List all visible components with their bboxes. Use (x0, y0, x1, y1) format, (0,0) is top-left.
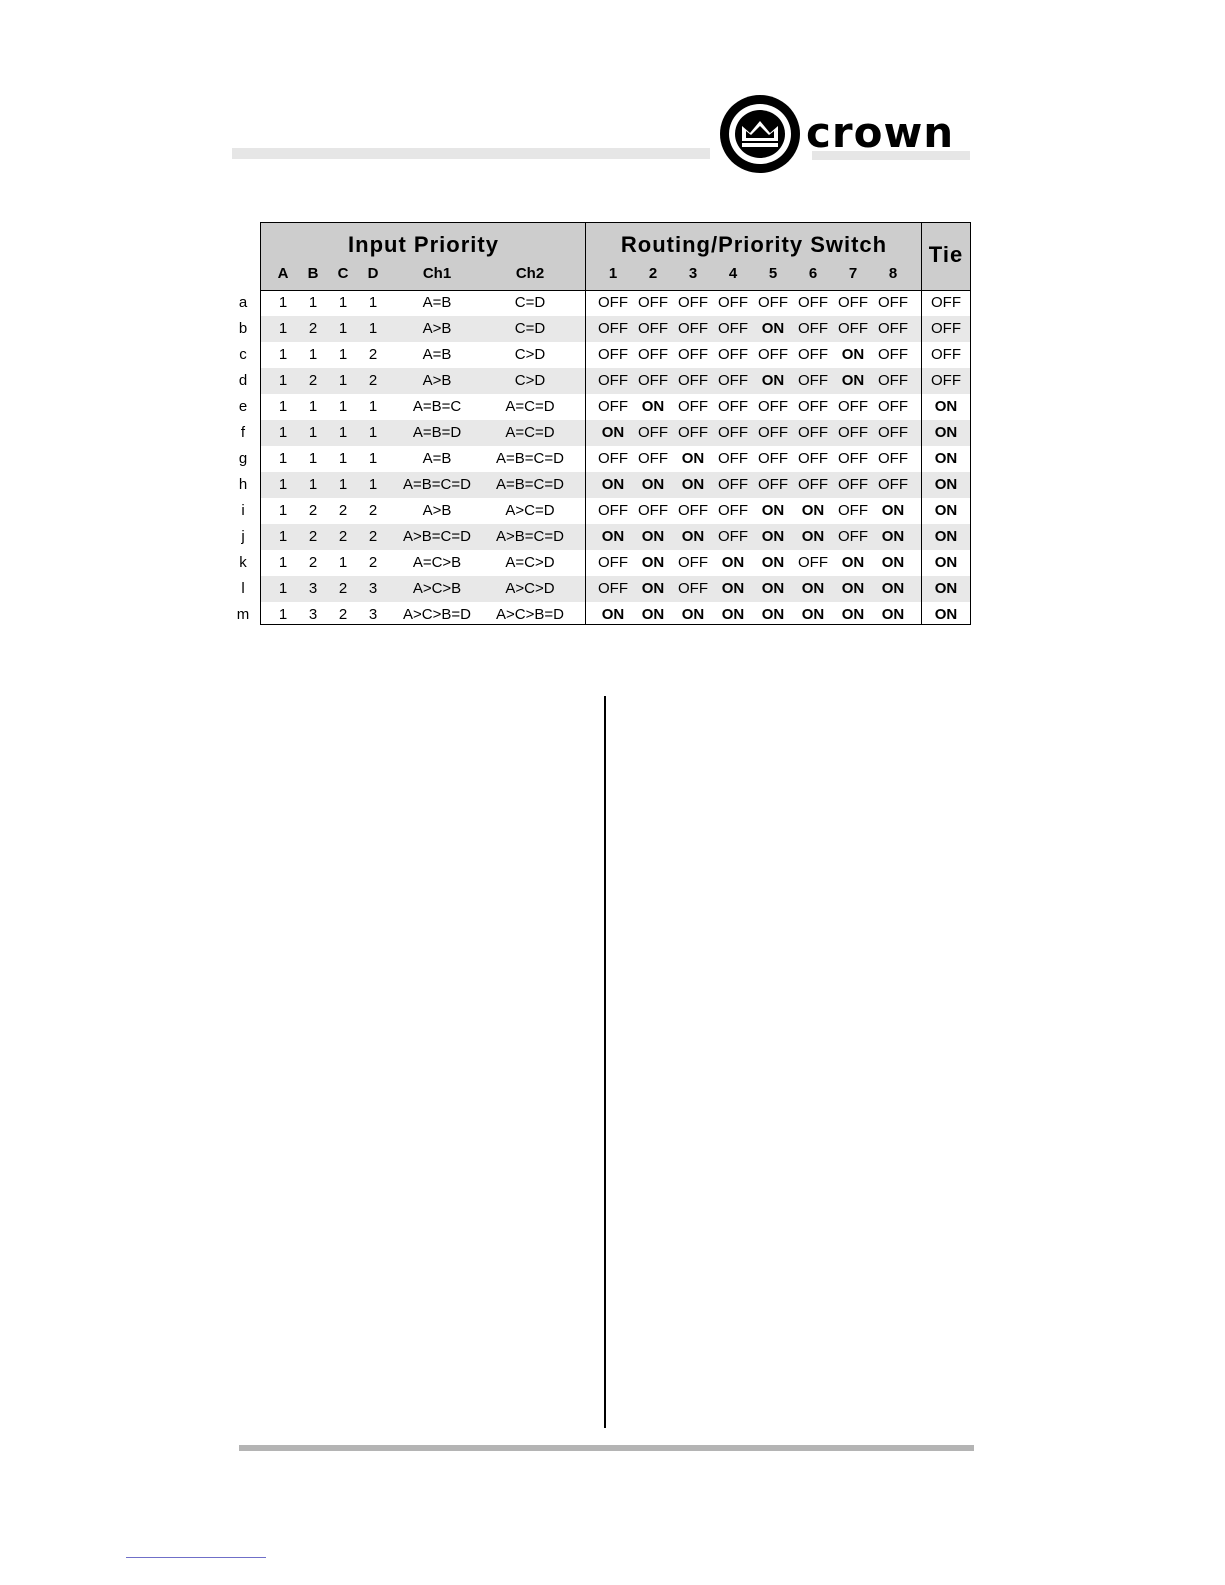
bottom-link-underline (126, 1557, 266, 1558)
priority-cell: 2 (368, 554, 378, 571)
switch-cell: ON (641, 476, 665, 493)
switch-cell: OFF (798, 346, 828, 363)
switch-cell: OFF (598, 450, 628, 467)
priority-cell: 1 (308, 346, 318, 363)
priority-cell: 2 (368, 502, 378, 519)
ch1-cell: A>B (422, 320, 452, 337)
ch1-cell: A=B=D (412, 424, 462, 441)
switch-cell: ON (681, 606, 705, 623)
priority-cell: 1 (368, 476, 378, 493)
priority-cell: 1 (338, 450, 348, 467)
ch1-cell: A=B=C=D (403, 476, 471, 493)
switch-cell: OFF (758, 450, 788, 467)
priority-cell: 1 (368, 424, 378, 441)
switch-cell: OFF (838, 502, 868, 519)
priority-cell: 1 (338, 320, 348, 337)
col-header-switch-8: 8 (888, 265, 898, 282)
switch-cell: OFF (598, 502, 628, 519)
switch-cell: OFF (638, 320, 668, 337)
priority-cell: 2 (338, 528, 348, 545)
ch2-cell: A=C>D (505, 554, 555, 571)
priority-cell: 2 (308, 554, 318, 571)
switch-cell: OFF (878, 346, 908, 363)
switch-cell: ON (761, 528, 785, 545)
switch-cell: OFF (598, 294, 628, 311)
priority-cell: 1 (278, 554, 288, 571)
row-label: m (236, 606, 250, 623)
switch-cell: OFF (678, 320, 708, 337)
row-label: f (240, 424, 246, 441)
switch-cell: ON (641, 398, 665, 415)
priority-cell: 1 (278, 502, 288, 519)
col-header-a: A (277, 265, 289, 282)
switch-cell: ON (841, 554, 865, 571)
header-rule-left (232, 148, 710, 159)
switch-cell: OFF (798, 424, 828, 441)
switch-cell: ON (721, 606, 745, 623)
priority-cell: 2 (308, 502, 318, 519)
ch2-cell: A=C=D (505, 398, 555, 415)
col-header-d: D (367, 265, 379, 282)
switch-cell: OFF (718, 320, 748, 337)
ch1-cell: A=B (422, 346, 452, 363)
tie-cell: ON (934, 554, 958, 571)
switch-cell: OFF (878, 372, 908, 389)
ch2-cell: C>D (514, 372, 546, 389)
switch-cell: OFF (638, 502, 668, 519)
switch-cell: OFF (678, 424, 708, 441)
row-label: d (238, 372, 248, 389)
switch-cell: OFF (798, 320, 828, 337)
priority-cell: 1 (338, 476, 348, 493)
switch-cell: OFF (718, 294, 748, 311)
switch-cell: ON (761, 606, 785, 623)
switch-cell: OFF (638, 424, 668, 441)
tie-cell: ON (934, 606, 958, 623)
priority-cell: 1 (338, 294, 348, 311)
switch-cell: OFF (598, 346, 628, 363)
ch2-cell: A>C=D (505, 502, 555, 519)
priority-cell: 1 (278, 346, 288, 363)
row-label: l (241, 580, 245, 597)
col-header-switch-1: 1 (608, 265, 618, 282)
tie-cell: ON (934, 476, 958, 493)
row-label: h (238, 476, 248, 493)
row-label: g (238, 450, 248, 467)
ch2-cell: A>C>D (505, 580, 555, 597)
switch-cell: OFF (718, 476, 748, 493)
switch-cell: OFF (838, 398, 868, 415)
switch-cell: ON (681, 450, 705, 467)
group-divider (921, 223, 922, 624)
col-header-ch1: Ch1 (422, 265, 452, 282)
ch1-cell: A>B=C=D (403, 528, 471, 545)
tie-cell: ON (934, 450, 958, 467)
priority-cell: 1 (338, 372, 348, 389)
tie-cell: ON (934, 580, 958, 597)
col-header-c: C (337, 265, 349, 282)
switch-cell: OFF (758, 346, 788, 363)
priority-cell: 1 (338, 346, 348, 363)
priority-cell: 1 (308, 450, 318, 467)
row-label: a (238, 294, 248, 311)
switch-cell: ON (841, 606, 865, 623)
tie-cell: OFF (931, 372, 961, 389)
col-header-switch-3: 3 (688, 265, 698, 282)
switch-cell: ON (881, 502, 905, 519)
switch-cell: OFF (798, 554, 828, 571)
switch-cell: OFF (798, 372, 828, 389)
priority-cell: 1 (368, 450, 378, 467)
tie-cell: OFF (931, 320, 961, 337)
priority-cell: 3 (368, 580, 378, 597)
ch2-cell: C=D (514, 320, 546, 337)
col-header-ch2: Ch2 (515, 265, 545, 282)
col-header-switch-6: 6 (808, 265, 818, 282)
priority-cell: 3 (308, 606, 318, 623)
ch2-cell: A>C>B=D (496, 606, 564, 623)
switch-cell: OFF (798, 294, 828, 311)
tie-cell: OFF (931, 346, 961, 363)
ch1-cell: A=B (422, 294, 452, 311)
switch-cell: OFF (838, 294, 868, 311)
switch-cell: ON (841, 580, 865, 597)
priority-cell: 1 (278, 320, 288, 337)
priority-cell: 1 (278, 476, 288, 493)
switch-cell: ON (881, 580, 905, 597)
switch-cell: OFF (598, 372, 628, 389)
priority-cell: 1 (278, 294, 288, 311)
switch-cell: OFF (678, 502, 708, 519)
switch-cell: OFF (838, 424, 868, 441)
switch-cell: OFF (718, 372, 748, 389)
switch-cell: OFF (678, 294, 708, 311)
switch-cell: OFF (638, 450, 668, 467)
priority-cell: 1 (308, 294, 318, 311)
col-header-b: B (307, 265, 319, 282)
ch1-cell: A>B (422, 372, 452, 389)
switch-cell: OFF (878, 320, 908, 337)
switch-cell: OFF (878, 424, 908, 441)
priority-cell: 1 (278, 580, 288, 597)
priority-cell: 1 (368, 398, 378, 415)
switch-cell: ON (601, 476, 625, 493)
switch-cell: ON (801, 502, 825, 519)
tie-cell: ON (934, 424, 958, 441)
col-header-switch-2: 2 (648, 265, 658, 282)
ch2-cell: A=B=C=D (496, 450, 564, 467)
switch-cell: OFF (798, 398, 828, 415)
priority-cell: 1 (338, 424, 348, 441)
priority-cell: 2 (308, 320, 318, 337)
switch-cell: ON (601, 424, 625, 441)
switch-cell: OFF (838, 476, 868, 493)
priority-cell: 2 (338, 580, 348, 597)
switch-cell: ON (721, 580, 745, 597)
input-priority-heading: Input Priority (348, 232, 499, 257)
switch-cell: OFF (678, 372, 708, 389)
switch-cell: ON (761, 502, 785, 519)
priority-cell: 3 (368, 606, 378, 623)
ch1-cell: A>C>B=D (403, 606, 471, 623)
switch-cell: ON (601, 606, 625, 623)
switch-cell: OFF (838, 528, 868, 545)
switch-cell: ON (641, 580, 665, 597)
priority-cell: 1 (278, 424, 288, 441)
priority-cell: 1 (308, 424, 318, 441)
switch-cell: OFF (798, 476, 828, 493)
tie-cell: OFF (931, 294, 961, 311)
tie-heading: Tie (928, 242, 964, 267)
ch1-cell: A=C>B (412, 554, 462, 571)
switch-cell: OFF (878, 450, 908, 467)
switch-cell: OFF (678, 580, 708, 597)
priority-cell: 1 (278, 398, 288, 415)
ch1-cell: A=B=C (412, 398, 462, 415)
footer-rule (239, 1445, 974, 1451)
priority-cell: 2 (368, 528, 378, 545)
row-label: j (241, 528, 245, 545)
switch-cell: OFF (758, 294, 788, 311)
tie-cell: ON (934, 528, 958, 545)
priority-cell: 2 (308, 372, 318, 389)
switch-cell: ON (681, 476, 705, 493)
switch-cell: OFF (758, 398, 788, 415)
switch-cell: ON (801, 606, 825, 623)
crown-emblem-icon (718, 93, 802, 175)
ch2-cell: A=C=D (505, 424, 555, 441)
switch-cell: OFF (798, 450, 828, 467)
switch-cell: OFF (878, 476, 908, 493)
priority-routing-table (260, 222, 971, 625)
switch-cell: OFF (838, 450, 868, 467)
priority-cell: 1 (278, 606, 288, 623)
tie-cell: ON (934, 502, 958, 519)
switch-cell: OFF (598, 398, 628, 415)
switch-cell: ON (721, 554, 745, 571)
switch-cell: OFF (878, 294, 908, 311)
row-label: k (239, 554, 247, 571)
col-header-switch-7: 7 (848, 265, 858, 282)
switch-cell: OFF (598, 554, 628, 571)
switch-cell: OFF (838, 320, 868, 337)
switch-cell: OFF (678, 554, 708, 571)
row-label: e (238, 398, 248, 415)
switch-cell: ON (761, 372, 785, 389)
switch-cell: ON (601, 528, 625, 545)
switch-cell: OFF (678, 398, 708, 415)
switch-cell: OFF (718, 528, 748, 545)
switch-cell: ON (841, 346, 865, 363)
switch-cell: OFF (598, 320, 628, 337)
priority-cell: 2 (308, 528, 318, 545)
row-label: c (239, 346, 247, 363)
switch-cell: OFF (718, 450, 748, 467)
priority-cell: 3 (308, 580, 318, 597)
switch-cell: OFF (718, 398, 748, 415)
priority-cell: 1 (278, 528, 288, 545)
switch-cell: OFF (878, 398, 908, 415)
routing-switch-heading: Routing/Priority Switch (620, 232, 888, 257)
switch-cell: ON (641, 606, 665, 623)
priority-cell: 1 (308, 398, 318, 415)
switch-cell: OFF (678, 346, 708, 363)
col-header-switch-5: 5 (768, 265, 778, 282)
ch2-cell: C=D (514, 294, 546, 311)
switch-cell: OFF (758, 476, 788, 493)
switch-cell: ON (641, 528, 665, 545)
switch-cell: ON (641, 554, 665, 571)
switch-cell: ON (681, 528, 705, 545)
switch-cell: OFF (758, 424, 788, 441)
priority-cell: 2 (338, 502, 348, 519)
switch-cell: ON (801, 580, 825, 597)
ch1-cell: A>C>B (412, 580, 462, 597)
column-divider (604, 696, 606, 1428)
ch2-cell: A=B=C=D (496, 476, 564, 493)
switch-cell: ON (761, 554, 785, 571)
switch-cell: OFF (718, 424, 748, 441)
priority-cell: 2 (368, 346, 378, 363)
priority-cell: 1 (338, 554, 348, 571)
ch1-cell: A>B (422, 502, 452, 519)
switch-cell: OFF (718, 346, 748, 363)
priority-cell: 1 (278, 372, 288, 389)
switch-cell: OFF (718, 502, 748, 519)
priority-cell: 1 (308, 476, 318, 493)
switch-cell: ON (881, 606, 905, 623)
switch-cell: OFF (598, 580, 628, 597)
row-label: i (241, 502, 245, 519)
ch1-cell: A=B (422, 450, 452, 467)
priority-cell: 1 (368, 320, 378, 337)
brand-wordmark: crown (806, 108, 955, 157)
priority-cell: 2 (338, 606, 348, 623)
switch-cell: OFF (638, 372, 668, 389)
priority-cell: 1 (278, 450, 288, 467)
tie-cell: ON (934, 398, 958, 415)
switch-cell: ON (761, 320, 785, 337)
switch-cell: ON (761, 580, 785, 597)
row-label: b (238, 320, 248, 337)
switch-cell: ON (881, 554, 905, 571)
priority-cell: 1 (368, 294, 378, 311)
switch-cell: ON (841, 372, 865, 389)
priority-cell: 2 (368, 372, 378, 389)
switch-cell: ON (881, 528, 905, 545)
switch-cell: ON (801, 528, 825, 545)
group-divider (585, 223, 586, 624)
switch-cell: OFF (638, 294, 668, 311)
priority-cell: 1 (338, 398, 348, 415)
col-header-switch-4: 4 (728, 265, 738, 282)
switch-cell: OFF (638, 346, 668, 363)
ch2-cell: A>B=C=D (496, 528, 564, 545)
ch2-cell: C>D (514, 346, 546, 363)
